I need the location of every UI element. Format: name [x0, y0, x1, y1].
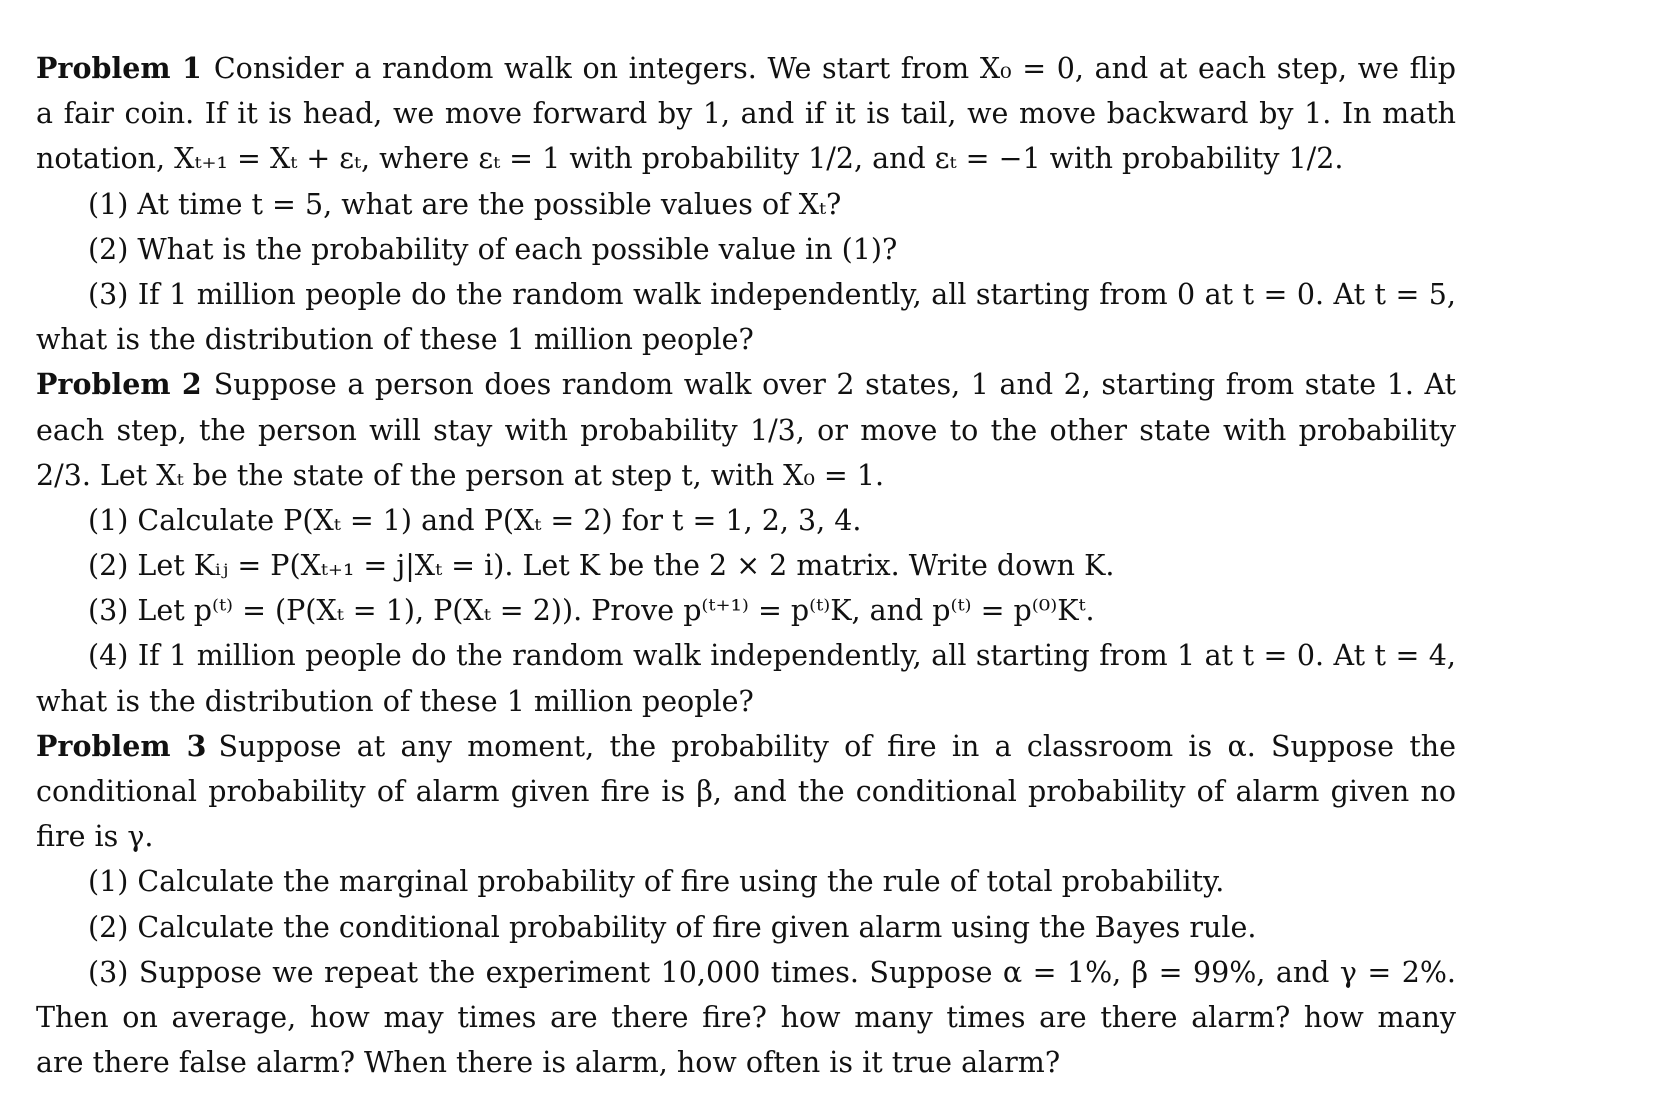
problem-3-line-1 [36, 724, 1456, 769]
problem-2-part-4-line-1: (4) If 1 million people do the random walk independently, all starting from 1 at t = 0. At t = 4, [88, 639, 1456, 673]
problem-heading: Problem 2 [36, 367, 202, 402]
problem-heading: Problem 1 [36, 51, 202, 85]
problem-3-statement-1: Suppose at any moment, the probability of fire in a classroom is α. Suppose the [218, 729, 1456, 763]
problem-2-line-1 [36, 362, 1456, 407]
problem-1-part-3-line-2: what is the distribution of these 1 million people? [36, 323, 754, 357]
problem-1-statement-2: a fair coin. If it is head, we move forward by 1, and if it is tail, we move backward by 1. In math [36, 97, 1456, 131]
problem-sheet [36, 46, 1456, 1085]
problem-1-part-1: (1) At time t = 5, what are the possible values of Xₜ? [88, 187, 842, 221]
problem-3-part-2: (2) Calculate the conditional probability of fire given alarm using the Bayes rule. [88, 910, 1257, 944]
problem-2-part-2: (2) Let Kᵢⱼ = P(Xₜ₊₁ = j|Xₜ = i). Let K be the 2 × 2 matrix. Write down K. [88, 549, 1115, 583]
problem-3 [36, 724, 1456, 1086]
problem-1-line-1 [36, 46, 1456, 91]
problem-2-statement-3: 2/3. Let Xₜ be the state of the person at step t, with X₀ = 1. [36, 458, 885, 492]
problem-3-part-3-line-1: (3) Suppose we repeat the experiment 10,000 times. Suppose α = 1%, β = 99%, and γ = 2%. [88, 955, 1456, 989]
problem-1-part-3-line-1: (3) If 1 million people do the random walk independently, all starting from 0 at t = 0. At t = 5, [88, 277, 1456, 311]
problem-1-statement-3: notation, Xₜ₊₁ = Xₜ + εₜ, where εₜ = 1 with probability 1/2, and εₜ = −1 with probability 1/2. [36, 142, 1344, 176]
problem-2-statement-2: each step, the person will stay with probability 1/3, or move to the other state with probability [36, 413, 1456, 447]
problem-2-statement-1: Suppose a person does random walk over 2 states, 1 and 2, starting from state 1. At [213, 368, 1456, 402]
problem-1 [36, 46, 1456, 362]
problem-1-statement-1: Consider a random walk on integers. We start from X₀ = 0, and at each step, we flip [213, 52, 1456, 85]
problem-2-part-1: (1) Calculate P(Xₜ = 1) and P(Xₜ = 2) for t = 1, 2, 3, 4. [88, 503, 862, 537]
problem-2-part-3: (3) Let p⁽ᵗ⁾ = (P(Xₜ = 1), P(Xₜ = 2)). Prove p⁽ᵗ⁺¹⁾ = p⁽ᵗ⁾K, and p⁽ᵗ⁾ = p⁽⁰⁾Kᵗ. [88, 594, 1095, 628]
problem-3-statement-3: fire is γ. [36, 820, 154, 854]
problem-2 [36, 362, 1456, 724]
problem-3-part-3-line-2: Then on average, how may times are there fire? how many times are there alarm? how many [36, 1000, 1456, 1034]
problem-3-statement-2: conditional probability of alarm given fire is β, and the conditional probability of alarm given no [36, 775, 1456, 808]
problem-2-part-4-line-2: what is the distribution of these 1 million people? [36, 684, 754, 718]
problem-3-part-3-line-3: are there false alarm? When there is alarm, how often is it true alarm? [36, 1046, 1061, 1080]
problem-heading: Problem 3 [36, 728, 207, 763]
problem-3-part-1: (1) Calculate the marginal probability of fire using the rule of total probability. [88, 865, 1225, 899]
problem-1-part-2: (2) What is the probability of each possible value in (1)? [88, 232, 898, 266]
